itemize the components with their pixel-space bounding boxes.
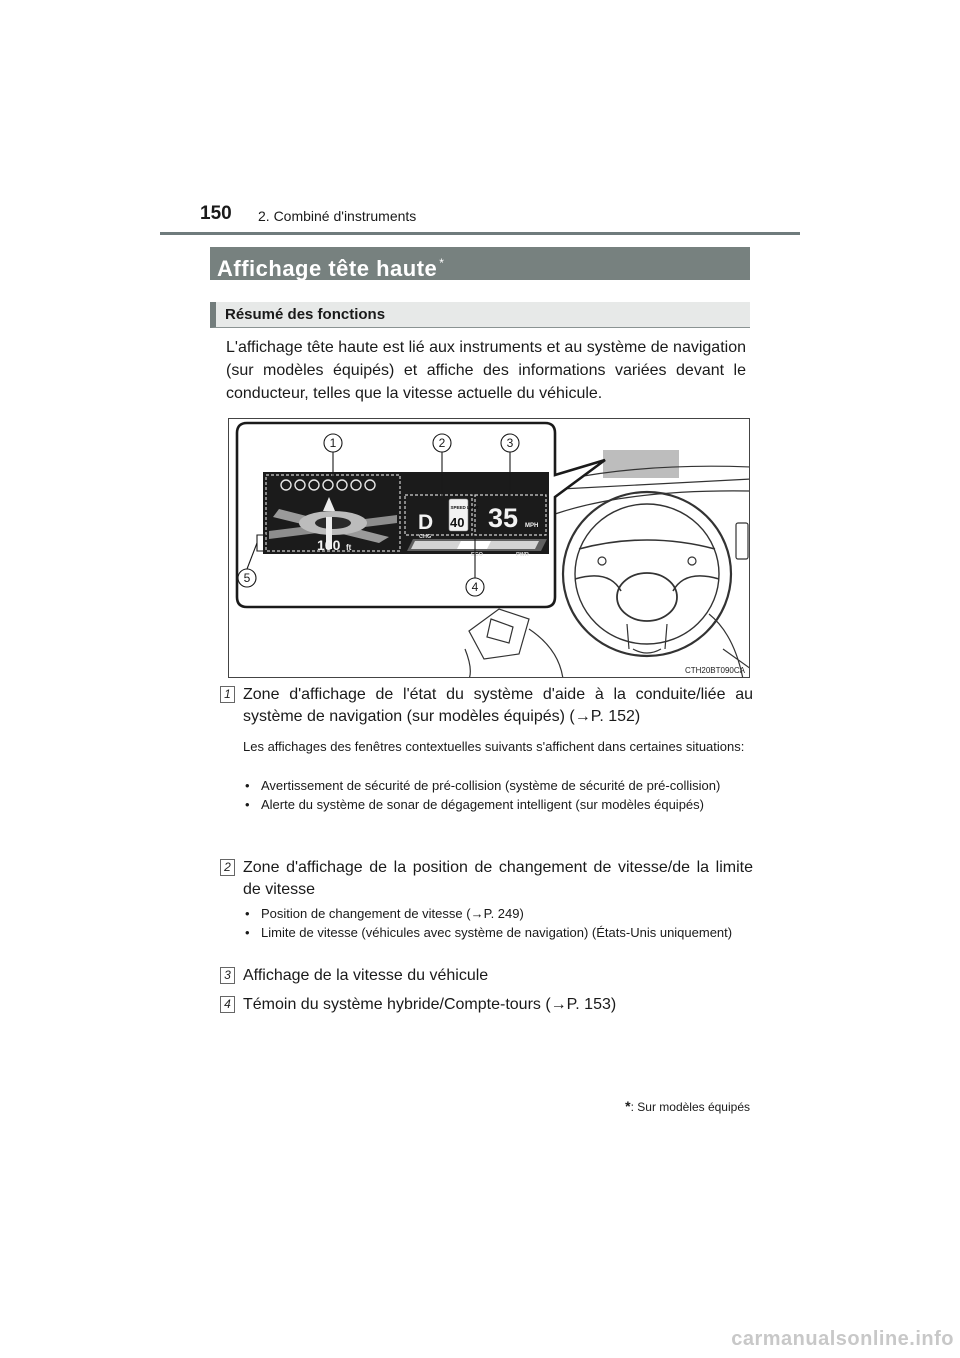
steering-wheel [563, 492, 731, 656]
section-title-text: Affichage tête haute [217, 256, 438, 281]
list-item: • Position de changement de vitesse (→P. 249) [245, 906, 524, 921]
item-4-number: 4 [220, 996, 235, 1013]
item-3-number: 3 [220, 967, 235, 984]
section-title [210, 247, 750, 280]
item-1 [213, 684, 753, 728]
item-1-note: Les affichages des fenêtres contextuelles suivants s'affichent dans certaines situations: [243, 739, 745, 754]
list-item: • Limite de vitesse (véhicules avec système de navigation) (États-Unis uniquement) [245, 925, 733, 940]
hybrid-pwr-label: PWR [516, 552, 529, 558]
header-rule [160, 232, 800, 235]
hybrid-chg-label: CHG [419, 534, 432, 540]
callout-5: 5 [243, 571, 251, 585]
item-1-number: 1 [220, 686, 235, 703]
footnote-text: : Sur modèles équipés [630, 1100, 750, 1114]
hud-figure [228, 418, 750, 678]
list-item: • Avertissement de sécurité de pré-collision (système de sécurité de pré-collision) [245, 778, 721, 793]
subsection-title: Résumé des fonctions [210, 302, 750, 328]
chapter-title: 2. Combiné d'instruments [258, 208, 417, 224]
speed-unit: MPH [525, 523, 539, 529]
hud-illustration [229, 419, 750, 678]
item-4-text: Témoin du système hybride/Compte-tours (→P. 153) [243, 996, 617, 1013]
item-2-number: 2 [220, 859, 235, 876]
speed-limit-label: SPEED LIMIT [450, 505, 479, 510]
gear-position: D [418, 511, 434, 534]
figure-code: CTH20BT090CA [684, 666, 745, 675]
callout-4: 4 [471, 580, 479, 594]
item-2-text: Zone d'affichage de la position de changement de vitesse/de la limite de vitesse [243, 859, 753, 898]
callout-1: 1 [329, 436, 337, 450]
footnote [625, 1098, 750, 1114]
hybrid-eco-label: ECO [471, 552, 483, 558]
item-2-bullets [243, 904, 746, 942]
watermark: carmanualsonline.info [731, 1328, 954, 1350]
nav-distance: 100 [317, 537, 341, 553]
item-1-text: Zone d'affichage de l'état du système d'aide à la conduite/liée au système de navigation (sur modèles équipés) (→P. 152) [243, 686, 753, 725]
item-3-text: Affichage de la vitesse du véhicule [243, 967, 489, 984]
footnote-star: * [625, 1098, 631, 1114]
list-item: • Alerte du système de sonar de dégagement intelligent (sur modèles équipés) [245, 797, 704, 812]
item-2 [213, 857, 753, 901]
callout-3: 3 [506, 436, 514, 450]
nav-distance-unit: ft [346, 543, 352, 552]
vehicle-speed: 35 [488, 503, 519, 533]
callout-2: 2 [438, 436, 446, 450]
speed-limit-value: 40 [450, 515, 465, 530]
item-1-bullets [243, 776, 746, 814]
hud-projection-area [603, 450, 679, 478]
intro-paragraph: L'affichage tête haute est lié aux instruments et au système de navigation (sur modèles équipés) et affiche des informations variées devant le conducteur, telles que la vitesse actuelle du véhicule. [226, 339, 746, 402]
item-3 [213, 965, 753, 987]
item-4 [213, 994, 753, 1016]
page-number: 150 [200, 203, 232, 224]
section-footnote-marker: * [439, 256, 445, 270]
